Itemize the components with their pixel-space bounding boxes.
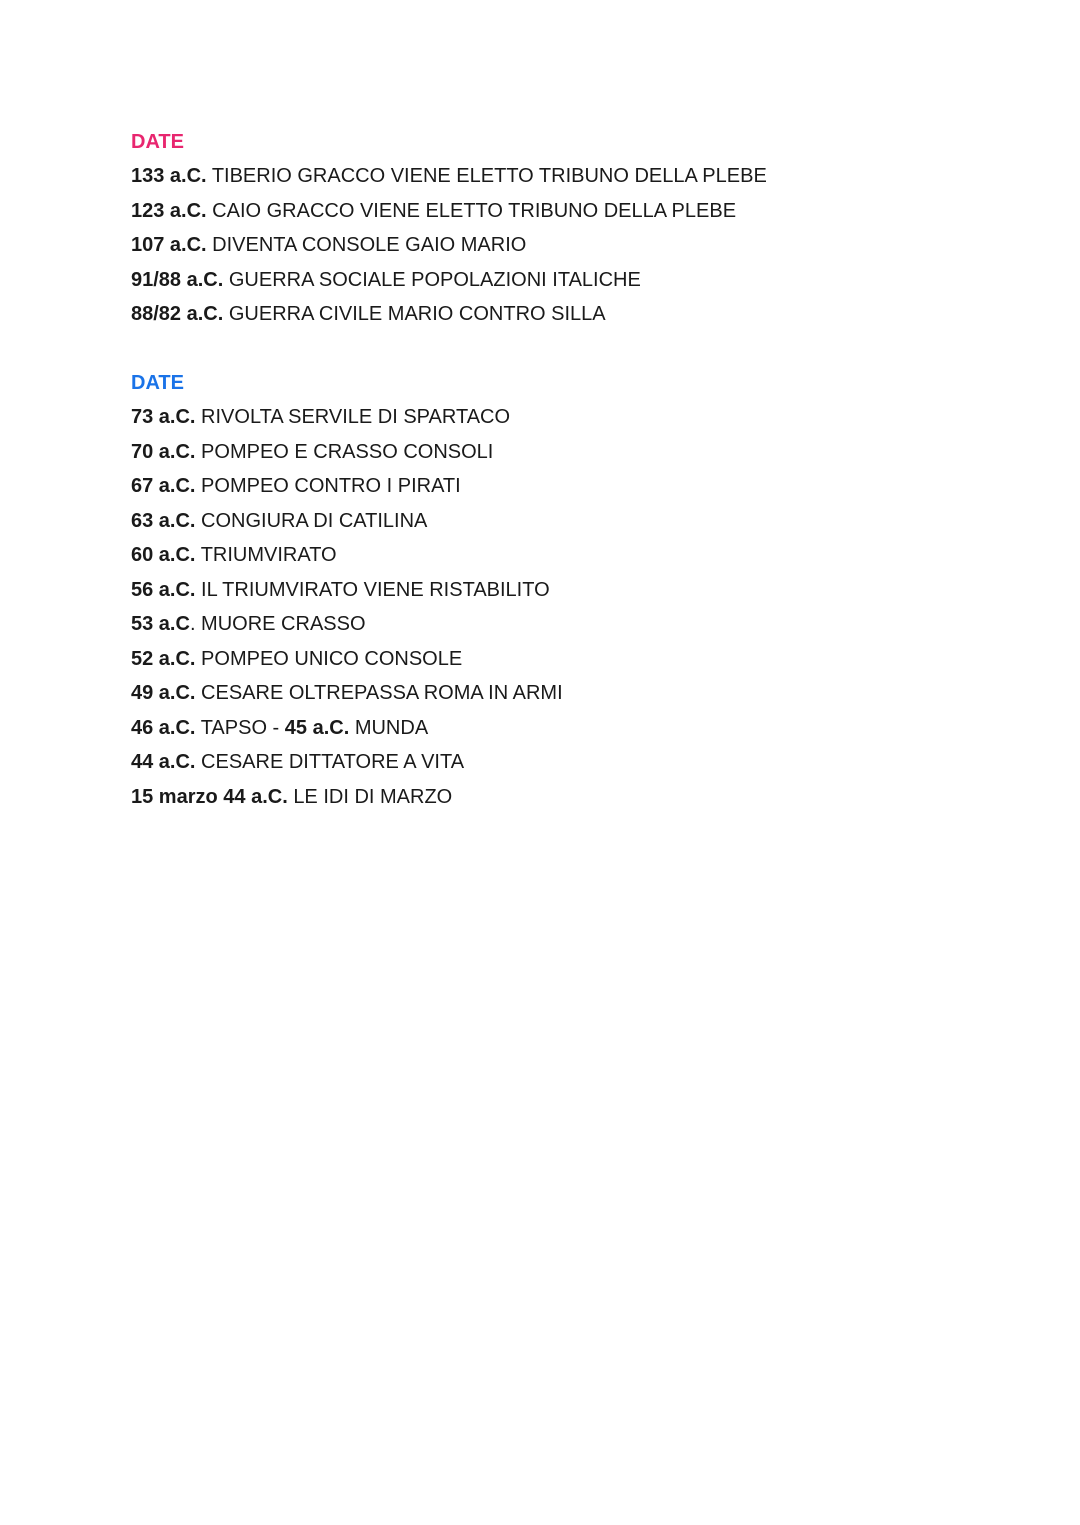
date-label: 53 a.C: [131, 613, 190, 635]
date-label: 88/82 a.C.: [131, 303, 224, 325]
event-text: MUNDA: [354, 716, 429, 739]
event-text: CESARE OLTREPASSA ROMA IN ARMI: [201, 682, 563, 704]
event-text: GUERRA CIVILE MARIO CONTRO SILLA: [228, 303, 606, 325]
date-label: 107 a.C.: [131, 234, 207, 256]
date-row: [131, 438, 563, 466]
date-label: 63 a.C.: [131, 509, 196, 532]
event-text: POMPEO CONTRO I PIRATI: [201, 475, 461, 497]
date-label: 91/88 a.C.: [131, 268, 224, 291]
event-text: DIVENTA CONSOLE GAIO MARIO: [212, 234, 527, 256]
date-row: [131, 162, 767, 190]
date-row: [131, 197, 767, 225]
date-row: [131, 748, 563, 776]
event-text: IL TRIUMVIRATO VIENE RISTABILITO: [201, 578, 550, 601]
date-label: 73 a.C.: [131, 406, 196, 428]
date-label: 133 a.C.: [131, 165, 207, 187]
date-row: [131, 266, 767, 294]
date-label: 49 a.C.: [131, 682, 196, 704]
event-text: TIBERIO GRACCO VIENE ELETTO TRIBUNO DELLA PLEBE: [211, 165, 767, 187]
date-row: [131, 645, 563, 673]
date-label: 56 a.C.: [131, 578, 196, 601]
event-text: POMPEO E CRASSO CONSOLI: [201, 440, 494, 463]
date-row: [131, 403, 563, 431]
event-text: POMPEO UNICO CONSOLE: [201, 647, 463, 670]
date-label: 15 marzo 44 a.C.: [131, 785, 288, 808]
event-text: . MUORE CRASSO: [189, 613, 366, 635]
date-row: [131, 300, 767, 328]
date-label: 44 a.C.: [131, 751, 196, 773]
event-text: GUERRA SOCIALE POPOLAZIONI ITALICHE: [228, 268, 641, 291]
dates-section-1: [131, 128, 767, 335]
date-label: 45 a.C.: [284, 716, 350, 739]
event-text: LE IDI DI MARZO: [293, 785, 453, 808]
date-label: 67 a.C.: [131, 475, 196, 497]
date-row: [131, 231, 767, 259]
date-row: [131, 679, 563, 707]
section-heading: DATE: [131, 372, 184, 394]
event-text: CAIO GRACCO VIENE ELETTO TRIBUNO DELLA PLEBE: [212, 199, 737, 222]
date-row: [131, 507, 563, 535]
date-row: [131, 472, 563, 500]
date-label: 70 a.C.: [131, 440, 196, 463]
date-row: [131, 714, 563, 742]
section-heading: DATE: [131, 131, 184, 153]
date-label: 46 a.C.: [131, 716, 196, 739]
date-label: 52 a.C.: [131, 647, 196, 670]
date-label: 123 a.C.: [131, 199, 207, 222]
event-text: TRIUMVIRATO: [200, 544, 337, 566]
date-row: [131, 576, 563, 604]
event-text: TAPSO -: [200, 716, 285, 739]
date-row: [131, 541, 563, 569]
date-row: [131, 783, 563, 811]
event-text: RIVOLTA SERVILE DI SPARTACO: [201, 406, 511, 428]
event-text: CONGIURA DI CATILINA: [201, 509, 428, 532]
date-label: 60 a.C.: [131, 544, 196, 566]
dates-section-2: [131, 369, 563, 817]
event-text: CESARE DITTATORE A VITA: [201, 751, 465, 773]
date-row: [131, 610, 563, 638]
